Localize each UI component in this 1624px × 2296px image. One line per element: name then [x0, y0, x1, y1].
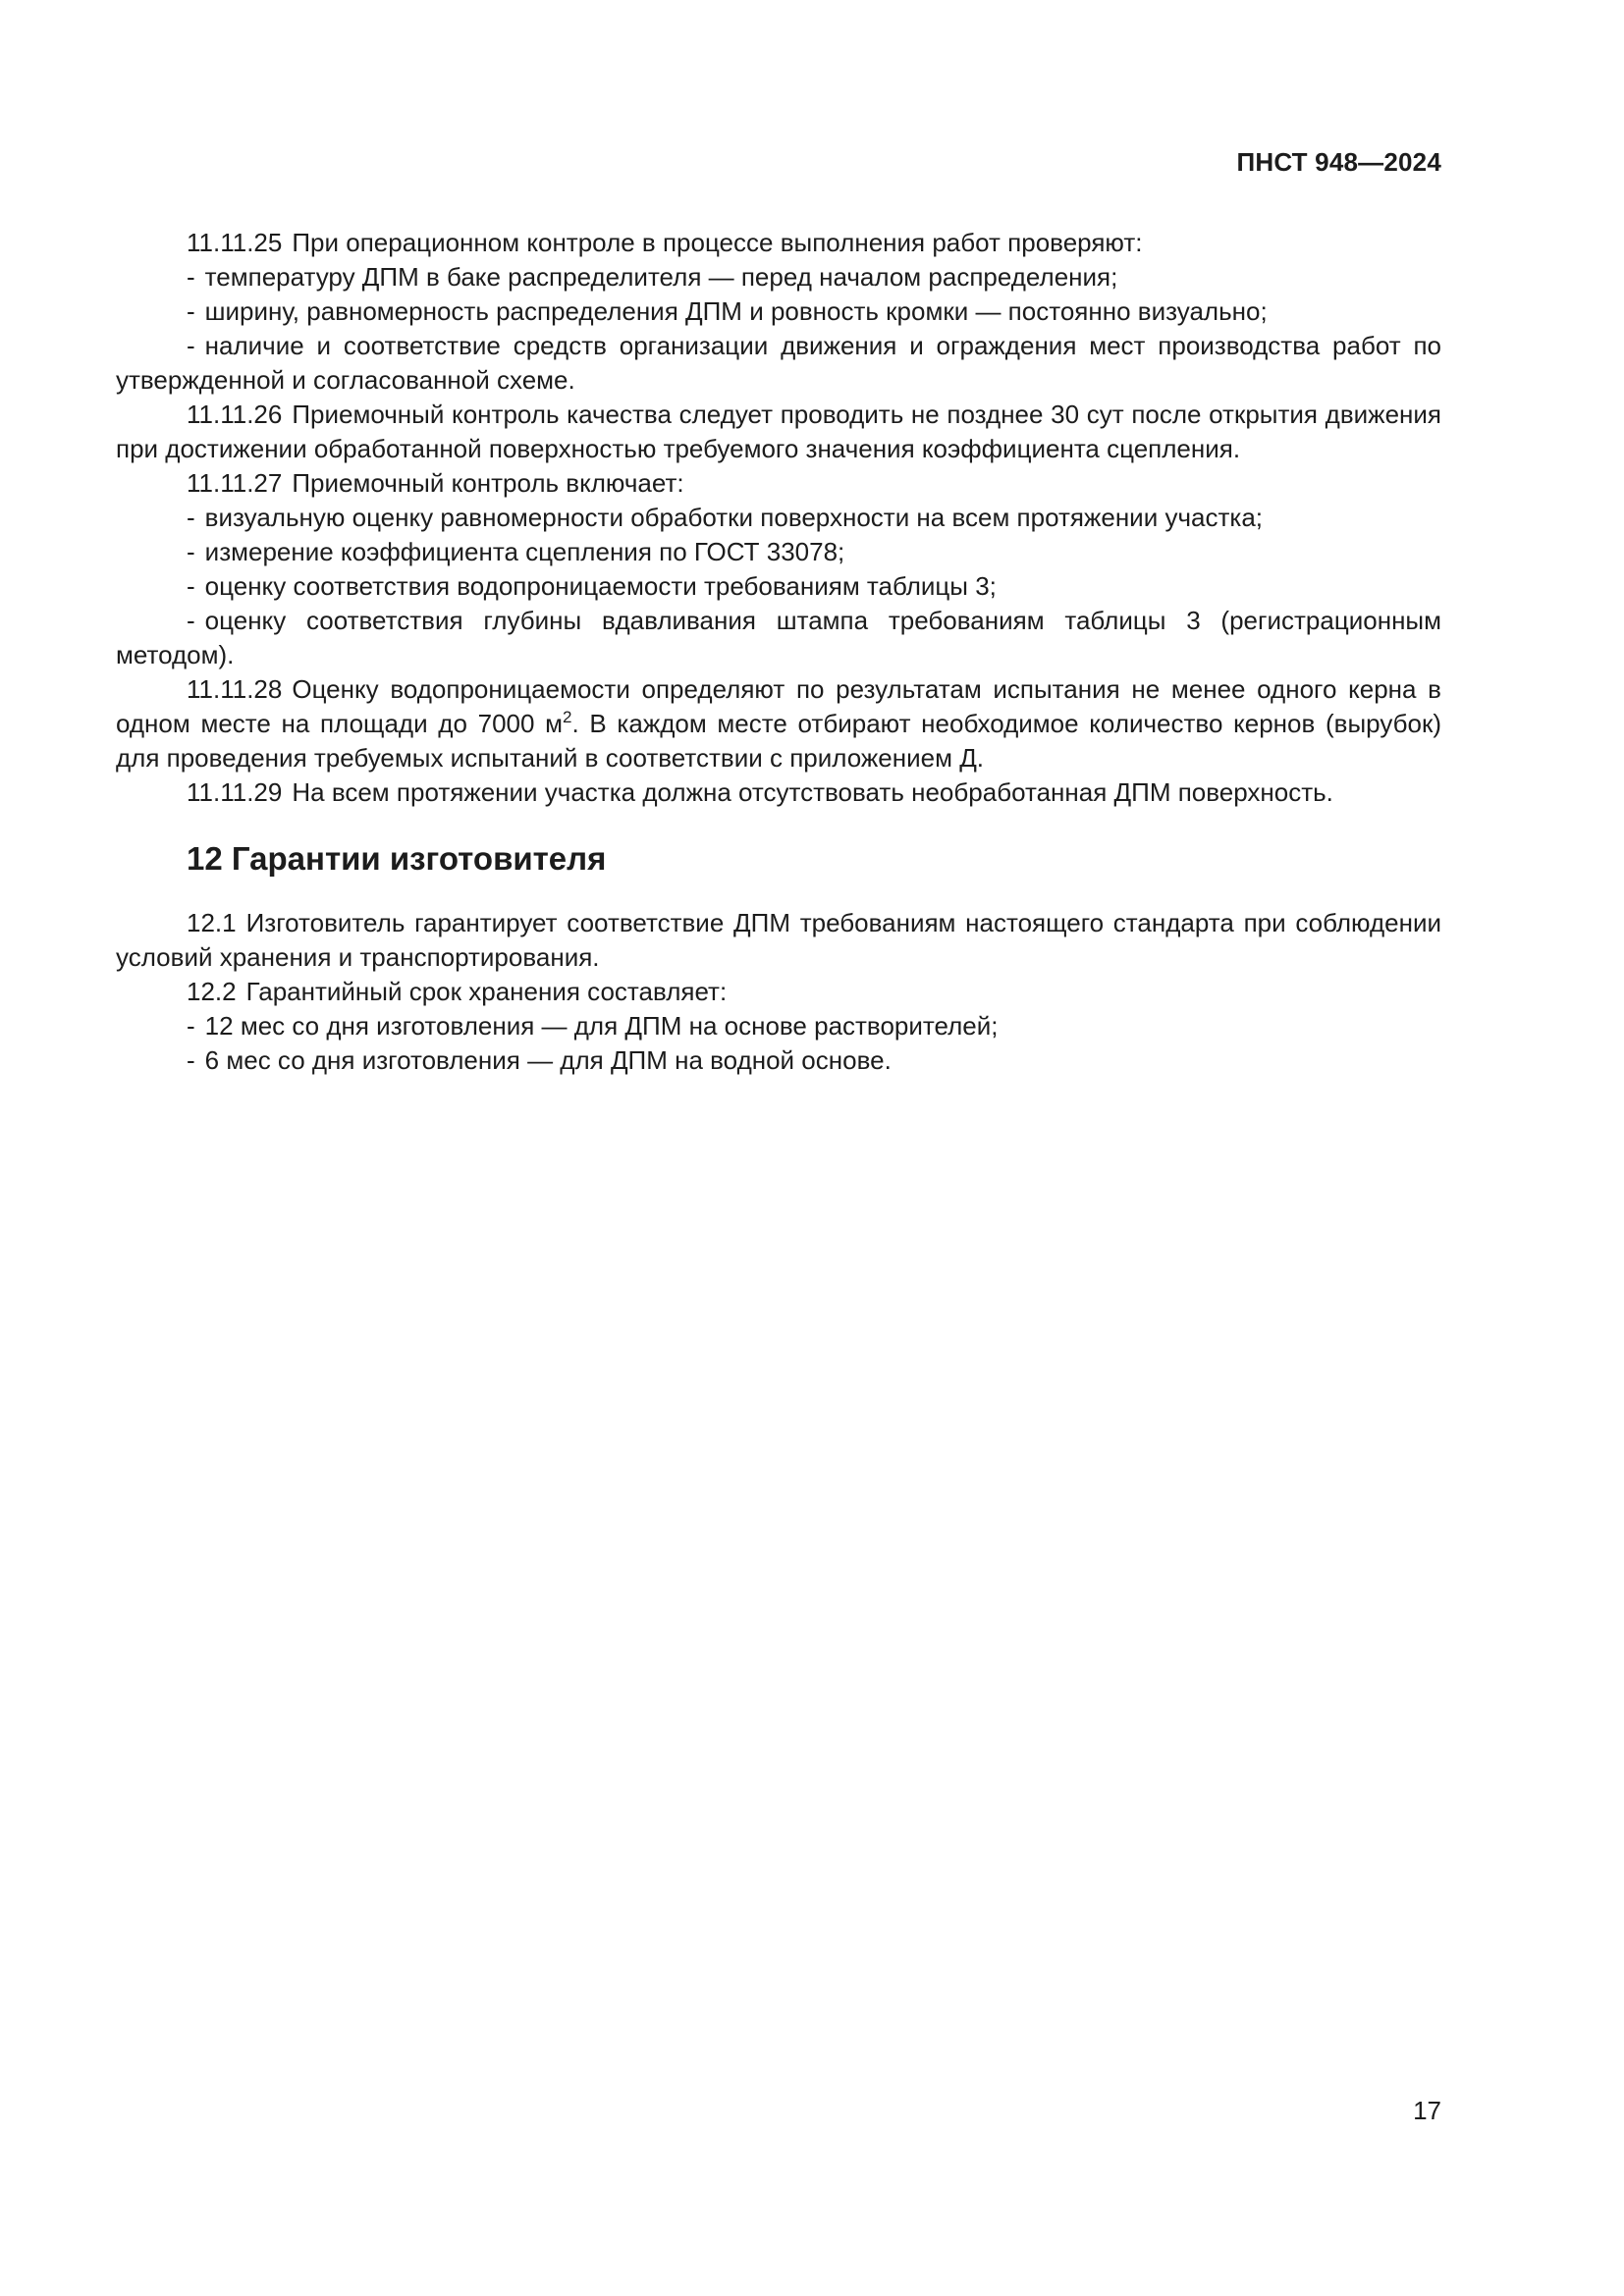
- list-item: [116, 294, 1441, 329]
- clause-text: Оценку водопроницаемости определяют по результатам испытания не менее одного керна в одном месте на площади до 7000 м: [116, 674, 1441, 738]
- list-item-text: температуру ДПМ в баке распределителя — перед началом распределения;: [204, 262, 1118, 292]
- list-item-text: оценку соответствия водопроницаемости требованиям таблицы 3;: [204, 571, 997, 601]
- list-marker: -: [187, 1045, 195, 1075]
- clause-text: Приемочный контроль качества следует проводить не позднее 30 сут после открытия движения при достижении обработанной поверхностью требуемого значения коэффициента сцепления.: [116, 400, 1441, 463]
- list-item: [116, 569, 1441, 604]
- list-item-text: измерение коэффициента сцепления по ГОСТ 33078;: [204, 537, 845, 566]
- list-item: [116, 1043, 1441, 1078]
- clause-11-11-29: [116, 775, 1441, 810]
- list-item-text: 6 мес со дня изготовления — для ДПМ на водной основе.: [204, 1045, 892, 1075]
- page-body: [116, 226, 1441, 1078]
- list-item-text: визуальную оценку равномерности обработки поверхности на всем протяжении участка;: [204, 503, 1263, 532]
- clause-text-continued: . В каждом месте отбирают необходимое количество кернов (вырубок) для проведения требуемых испытаний в соответствии с приложением Д.: [116, 709, 1442, 773]
- clause-number: 12.2: [187, 977, 237, 1006]
- list-item: [116, 260, 1441, 294]
- list-item-text: оценку соответствия глубины вдавливания штампа требованиям таблицы 3 (регистрационным методом).: [116, 606, 1441, 669]
- document-designation: ПНСТ 948—2024: [1236, 147, 1441, 177]
- clause-12-1: [116, 906, 1441, 975]
- list-marker: -: [187, 571, 195, 601]
- clause-11-11-25: [116, 226, 1441, 260]
- clause-number: 11.11.25: [187, 228, 283, 257]
- list-marker: -: [187, 1011, 195, 1041]
- clause-text: Изготовитель гарантирует соответствие ДПМ требованиям настоящего стандарта при соблюдении условий хранения и транспортирования.: [116, 908, 1441, 972]
- clause-number: 11.11.29: [187, 777, 283, 807]
- list-marker: -: [187, 503, 195, 532]
- list-item-text: наличие и соответствие средств организации движения и ограждения мест производства работ по утвержденной и согласованной схеме.: [116, 331, 1441, 395]
- section-heading-12: 12 Гарантии изготовителя: [187, 840, 607, 877]
- clause-11-11-26: [116, 398, 1441, 466]
- clause-11-11-27: [116, 466, 1441, 501]
- clause-12-2: [116, 975, 1441, 1009]
- list-marker: -: [187, 331, 195, 360]
- clause-11-11-28: [116, 672, 1441, 775]
- list-marker: -: [187, 606, 195, 635]
- clause-text: При операционном контроле в процессе выполнения работ проверяют:: [292, 228, 1143, 257]
- page-number: 17: [1413, 2096, 1441, 2125]
- clause-text: Гарантийный срок хранения составляет:: [245, 977, 728, 1006]
- list-item: [116, 329, 1441, 398]
- list-item: [116, 604, 1441, 672]
- list-marker: -: [187, 537, 195, 566]
- list-item: [116, 501, 1441, 535]
- superscript: 2: [563, 708, 572, 726]
- clause-number: 11.11.26: [187, 400, 283, 429]
- list-marker: -: [187, 262, 195, 292]
- list-item: [116, 1009, 1441, 1043]
- clause-number: 12.1: [187, 908, 237, 937]
- list-item-text: ширину, равномерность распределения ДПМ и ровность кромки — постоянно визуально;: [204, 296, 1268, 326]
- clause-text: Приемочный контроль включает:: [292, 468, 684, 498]
- clause-number: 11.11.27: [187, 468, 283, 498]
- list-item-text: 12 мес со дня изготовления — для ДПМ на основе растворителей;: [204, 1011, 999, 1041]
- list-item: [116, 535, 1441, 569]
- clause-number: 11.11.28: [187, 674, 283, 704]
- clause-text: На всем протяжении участка должна отсутствовать необработанная ДПМ поверхность.: [292, 777, 1333, 807]
- list-marker: -: [187, 296, 195, 326]
